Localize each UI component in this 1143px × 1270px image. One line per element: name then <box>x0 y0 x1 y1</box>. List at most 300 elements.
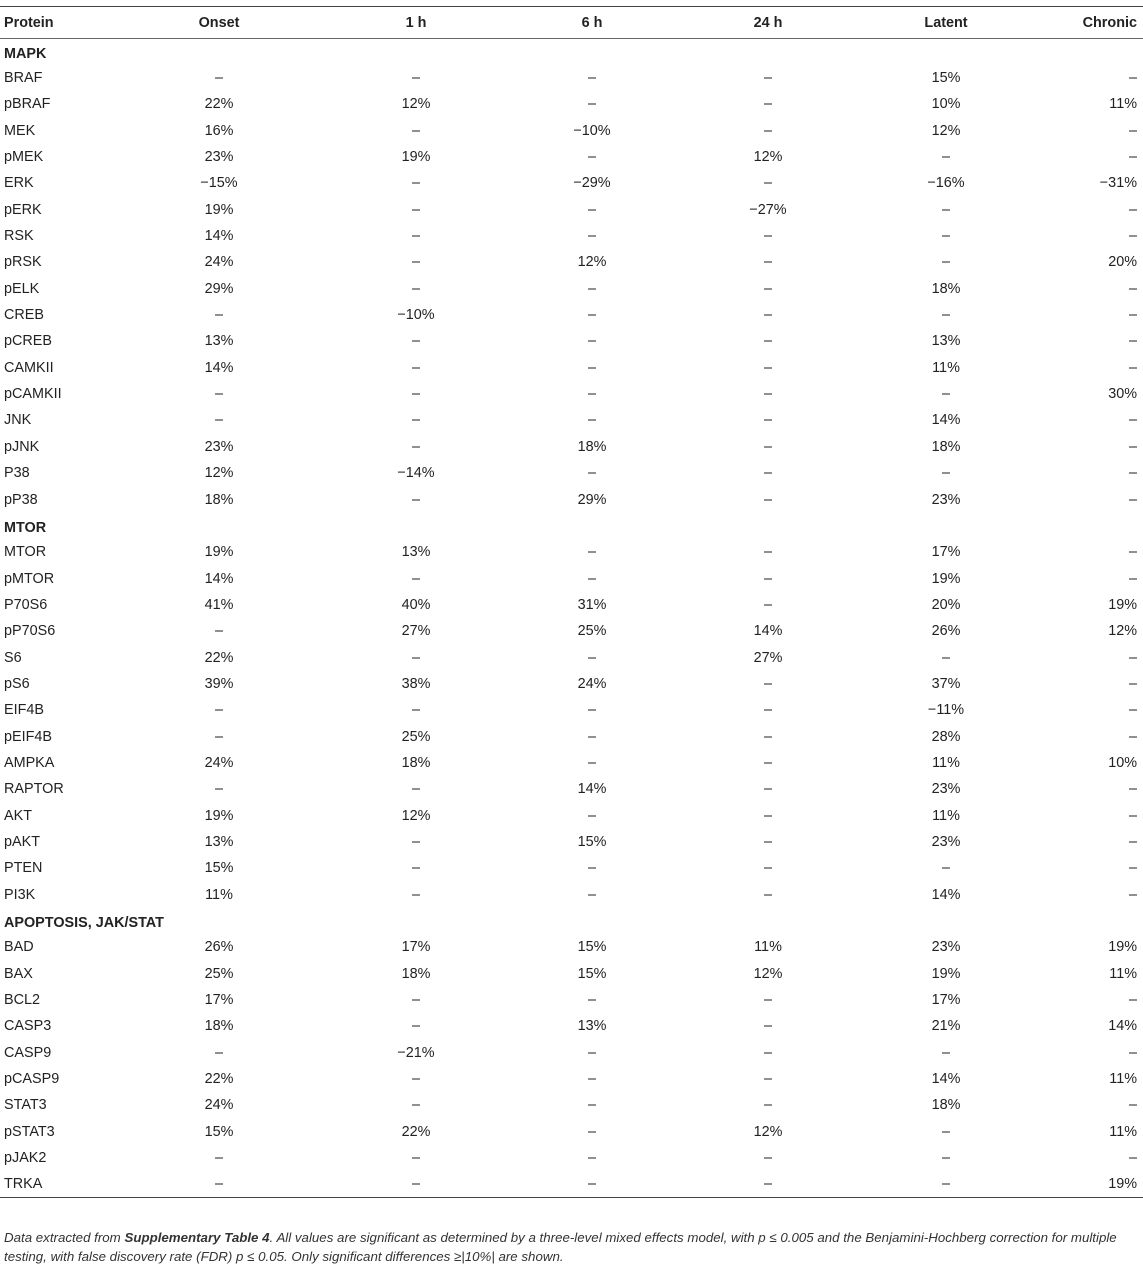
cell-chronic: – <box>1128 992 1137 1009</box>
cell-6h: – <box>587 412 596 429</box>
cell-protein: JNK <box>4 412 32 429</box>
cell-chronic: – <box>1128 833 1137 850</box>
cell-protein: pEIF4B <box>4 728 52 745</box>
table-row <box>0 644 1143 670</box>
cell-6h: – <box>587 228 596 245</box>
group-header-row <box>0 39 1143 65</box>
cell-chronic: – <box>1128 465 1137 482</box>
cell-1h: 38% <box>401 675 431 692</box>
cell-6h: – <box>587 886 596 903</box>
table-row <box>0 197 1143 223</box>
cell-latent: 23% <box>931 781 961 798</box>
cell-1h: – <box>411 201 420 218</box>
cell-chronic: – <box>1128 544 1137 561</box>
cell-1h: −21% <box>397 1044 435 1061</box>
cell-latent: – <box>941 254 950 271</box>
cell-protein: pELK <box>4 280 40 297</box>
cell-latent: – <box>941 1150 950 1167</box>
cell-protein: pP38 <box>4 491 38 508</box>
cell-protein: pMTOR <box>4 570 55 587</box>
cell-chronic: 11% <box>1109 965 1137 982</box>
cell-latent: 19% <box>931 965 961 982</box>
cell-latent: – <box>941 149 950 166</box>
cell-24h: – <box>763 675 772 692</box>
footnote-prefix: Data extracted from <box>4 1230 125 1245</box>
cell-latent: 10% <box>931 96 961 113</box>
cell-protein: pS6 <box>4 675 30 692</box>
table-row <box>0 328 1143 354</box>
table-row <box>0 434 1143 460</box>
cell-chronic: 19% <box>1108 939 1137 956</box>
cell-onset: 24% <box>204 254 234 271</box>
table-row <box>0 144 1143 170</box>
cell-6h: – <box>504 1171 680 1197</box>
cell-latent: 21% <box>931 1018 961 1035</box>
cell-latent: 23% <box>931 491 961 508</box>
cell-chronic: – <box>1128 491 1137 508</box>
table-row <box>0 1040 1143 1066</box>
table-header <box>0 7 1143 39</box>
cell-6h: – <box>587 1123 596 1140</box>
cell-24h: – <box>763 702 772 719</box>
cell-chronic: – <box>1128 860 1137 877</box>
cell-latent: 14% <box>931 412 961 429</box>
cell-6h: 15% <box>577 965 607 982</box>
cell-chronic: – <box>1128 702 1137 719</box>
cell-24h: – <box>763 1018 772 1035</box>
cell-6h: – <box>587 1097 596 1114</box>
cell-chronic: – <box>1128 649 1137 666</box>
cell-chronic: – <box>1128 1044 1137 1061</box>
col-header-24h: 24 h <box>680 7 856 39</box>
cell-chronic: – <box>1128 359 1137 376</box>
cell-protein: BRAF <box>4 70 43 87</box>
cell-24h: – <box>763 70 772 87</box>
cell-protein: CREB <box>4 307 44 324</box>
cell-chronic: – <box>1128 807 1137 824</box>
cell-6h: −29% <box>573 175 611 192</box>
cell-protein: P70S6 <box>4 596 48 613</box>
cell-latent: 18% <box>931 1097 961 1114</box>
group-header-row <box>0 908 1143 934</box>
cell-chronic: – <box>1128 728 1137 745</box>
cell-24h: – <box>763 1044 772 1061</box>
cell-latent: −11% <box>927 702 965 719</box>
cell-6h: 18% <box>577 438 607 455</box>
table-row <box>0 882 1143 908</box>
cell-onset: – <box>214 702 223 719</box>
cell-1h: 19% <box>401 149 431 166</box>
col-header-protein: Protein <box>0 7 110 39</box>
cell-chronic: – <box>1128 70 1137 87</box>
table-row <box>0 750 1143 776</box>
cell-onset: 19% <box>204 544 234 561</box>
cell-latent: 13% <box>931 333 961 350</box>
table-row <box>0 987 1143 1013</box>
cell-latent: 18% <box>931 438 961 455</box>
cell-onset: −15% <box>200 175 238 192</box>
cell-chronic: – <box>1128 201 1137 218</box>
cell-protein: pJAK2 <box>4 1150 47 1167</box>
cell-latent: 18% <box>931 280 961 297</box>
cell-protein: CAMKII <box>4 359 54 376</box>
cell-chronic: – <box>1128 122 1137 139</box>
table-row <box>0 934 1143 960</box>
cell-6h: 31% <box>577 596 607 613</box>
cell-onset: 24% <box>204 754 234 771</box>
cell-6h: – <box>587 807 596 824</box>
cell-protein: TRKA <box>0 1171 110 1197</box>
cell-6h: – <box>587 1150 596 1167</box>
cell-6h: – <box>587 96 596 113</box>
table-row <box>0 65 1143 91</box>
cell-chronic: 12% <box>1108 623 1137 640</box>
table-row <box>0 618 1143 644</box>
cell-24h: – <box>763 781 772 798</box>
protein-change-table <box>0 6 1143 1198</box>
cell-latent: – <box>941 228 950 245</box>
cell-24h: – <box>763 807 772 824</box>
cell-onset: 14% <box>204 228 234 245</box>
table-row <box>0 723 1143 749</box>
cell-latent: – <box>941 386 950 403</box>
cell-24h: – <box>763 491 772 508</box>
cell-chronic: – <box>1128 228 1137 245</box>
cell-1h: 25% <box>401 728 431 745</box>
table-row <box>0 1171 1143 1197</box>
cell-onset: 15% <box>204 1123 234 1140</box>
table-body <box>0 39 1143 1198</box>
group-header-row <box>0 513 1143 539</box>
col-header-latent: Latent <box>856 7 1036 39</box>
cell-latent: 11% <box>932 807 960 824</box>
cell-latent: 37% <box>931 675 961 692</box>
cell-24h: – <box>763 728 772 745</box>
cell-1h: – <box>411 886 420 903</box>
cell-latent: −16% <box>927 175 965 192</box>
cell-6h: 29% <box>577 491 607 508</box>
cell-1h: – <box>411 228 420 245</box>
cell-protein: BCL2 <box>4 992 40 1009</box>
table-row <box>0 671 1143 697</box>
cell-1h: 12% <box>401 807 431 824</box>
cell-1h: – <box>411 1097 420 1114</box>
cell-latent: 17% <box>931 992 961 1009</box>
cell-6h: – <box>587 333 596 350</box>
cell-1h: – <box>411 438 420 455</box>
cell-protein: RAPTOR <box>4 781 64 798</box>
cell-chronic: – <box>1128 333 1137 350</box>
cell-onset: 12% <box>204 465 234 482</box>
cell-24h: – <box>763 596 772 613</box>
footnote-reference: Supplementary Table 4 <box>124 1230 270 1245</box>
table-row <box>0 302 1143 328</box>
cell-6h: – <box>587 70 596 87</box>
col-header-6h: 6 h <box>504 7 680 39</box>
cell-24h: 12% <box>753 965 783 982</box>
cell-1h: – <box>411 570 420 587</box>
table-row <box>0 592 1143 618</box>
cell-1h: – <box>411 386 420 403</box>
table-row <box>0 776 1143 802</box>
header-row <box>0 7 1143 39</box>
cell-latent: 28% <box>931 728 961 745</box>
cell-1h: – <box>328 1171 504 1197</box>
cell-6h: – <box>587 280 596 297</box>
cell-6h: – <box>587 359 596 376</box>
cell-protein: pSTAT3 <box>4 1123 55 1140</box>
cell-chronic: – <box>1128 675 1137 692</box>
cell-onset: – <box>214 307 223 324</box>
cell-chronic: – <box>1128 570 1137 587</box>
cell-chronic: −31% <box>1099 175 1137 192</box>
cell-onset: 26% <box>204 939 234 956</box>
cell-1h: – <box>411 491 420 508</box>
cell-6h: – <box>587 307 596 324</box>
cell-onset: 22% <box>204 649 234 666</box>
cell-protein: BAX <box>4 965 33 982</box>
cell-onset: 19% <box>204 807 234 824</box>
cell-protein: EIF4B <box>4 702 44 719</box>
cell-1h: – <box>411 1071 420 1088</box>
cell-24h: – <box>763 307 772 324</box>
cell-24h: – <box>763 886 772 903</box>
cell-onset: 18% <box>204 491 234 508</box>
cell-chronic: – <box>1128 1097 1137 1114</box>
cell-chronic: – <box>1128 307 1137 324</box>
cell-chronic: – <box>1128 886 1137 903</box>
cell-6h: – <box>587 1071 596 1088</box>
cell-6h: – <box>587 702 596 719</box>
cell-chronic: 19% <box>1108 596 1137 613</box>
table-row <box>0 802 1143 828</box>
cell-24h: – <box>763 833 772 850</box>
cell-chronic: 11% <box>1109 1123 1137 1140</box>
cell-6h: – <box>587 386 596 403</box>
table-row <box>0 1013 1143 1039</box>
cell-latent: – <box>941 860 950 877</box>
cell-6h: – <box>587 649 596 666</box>
cell-1h: 17% <box>401 939 431 956</box>
cell-24h: 14% <box>753 623 783 640</box>
cell-onset: 22% <box>204 1071 234 1088</box>
cell-protein: BAD <box>4 939 34 956</box>
cell-protein: P38 <box>4 465 30 482</box>
cell-protein: CASP3 <box>4 1018 52 1035</box>
cell-onset: – <box>214 412 223 429</box>
cell-chronic: 30% <box>1108 386 1137 403</box>
cell-protein: pRSK <box>4 254 42 271</box>
cell-24h: – <box>763 992 772 1009</box>
cell-latent: – <box>941 1044 950 1061</box>
table-row <box>0 1119 1143 1145</box>
cell-onset: 15% <box>204 860 234 877</box>
cell-24h: −27% <box>749 201 787 218</box>
cell-1h: – <box>411 649 420 666</box>
cell-latent: – <box>856 1171 1036 1197</box>
table-row <box>0 539 1143 565</box>
cell-1h: 12% <box>401 96 431 113</box>
table-row <box>0 249 1143 275</box>
cell-onset: – <box>214 1044 223 1061</box>
cell-protein: pBRAF <box>4 96 51 113</box>
cell-protein: pP70S6 <box>4 623 56 640</box>
cell-24h: – <box>763 412 772 429</box>
cell-24h: – <box>763 1150 772 1167</box>
table-row <box>0 961 1143 987</box>
cell-latent: 15% <box>931 70 961 87</box>
cell-latent: – <box>941 649 950 666</box>
cell-chronic: – <box>1128 781 1137 798</box>
cell-24h: – <box>763 333 772 350</box>
cell-onset: 14% <box>204 570 234 587</box>
cell-6h: – <box>587 544 596 561</box>
cell-24h: – <box>763 438 772 455</box>
cell-onset: 13% <box>204 333 234 350</box>
cell-chronic: – <box>1128 412 1137 429</box>
cell-1h: 13% <box>401 544 431 561</box>
cell-1h: – <box>411 702 420 719</box>
cell-latent: 23% <box>931 939 961 956</box>
cell-chronic: 10% <box>1108 754 1137 771</box>
cell-6h: – <box>587 570 596 587</box>
cell-1h: – <box>411 122 420 139</box>
cell-1h: – <box>411 412 420 429</box>
cell-24h: – <box>763 860 772 877</box>
cell-onset: 14% <box>204 359 234 376</box>
cell-1h: – <box>411 333 420 350</box>
cell-chronic: – <box>1128 280 1137 297</box>
cell-protein: PI3K <box>4 886 36 903</box>
cell-onset: 23% <box>204 149 234 166</box>
cell-1h: −14% <box>397 465 435 482</box>
cell-chronic: – <box>1128 149 1137 166</box>
cell-24h: – <box>763 386 772 403</box>
cell-1h: – <box>411 254 420 271</box>
table-row <box>0 829 1143 855</box>
cell-6h: – <box>587 754 596 771</box>
cell-latent: – <box>941 465 950 482</box>
cell-24h: – <box>763 175 772 192</box>
cell-protein: S6 <box>4 649 22 666</box>
cell-protein: CASP9 <box>4 1044 52 1061</box>
cell-6h: – <box>587 992 596 1009</box>
table-row <box>0 118 1143 144</box>
group-title: MTOR <box>4 519 47 536</box>
cell-protein: MEK <box>4 122 36 139</box>
group-title: APOPTOSIS, JAK/STAT <box>4 915 164 932</box>
cell-chronic: – <box>1128 438 1137 455</box>
cell-24h: – <box>763 1071 772 1088</box>
cell-1h: – <box>411 781 420 798</box>
cell-protein: MTOR <box>4 544 47 561</box>
col-header-onset: Onset <box>110 7 328 39</box>
cell-onset: 39% <box>204 675 234 692</box>
cell-1h: – <box>411 833 420 850</box>
cell-24h: – <box>763 122 772 139</box>
cell-onset: – <box>214 386 223 403</box>
cell-protein: pCREB <box>4 333 52 350</box>
cell-onset: 13% <box>204 833 234 850</box>
cell-onset: 41% <box>204 596 234 613</box>
cell-protein: pMEK <box>4 149 44 166</box>
cell-latent: 11% <box>932 754 960 771</box>
cell-onset: – <box>214 781 223 798</box>
cell-onset: 16% <box>204 122 234 139</box>
cell-6h: 14% <box>577 781 607 798</box>
cell-6h: 25% <box>577 623 607 640</box>
cell-protein: RSK <box>4 228 34 245</box>
cell-latent: 14% <box>931 1071 961 1088</box>
table-row <box>0 460 1143 486</box>
table-row <box>0 1066 1143 1092</box>
cell-24h: – <box>763 465 772 482</box>
cell-protein: STAT3 <box>4 1097 47 1114</box>
cell-onset: 22% <box>204 96 234 113</box>
cell-latent: 20% <box>931 596 961 613</box>
table-row <box>0 223 1143 249</box>
cell-onset: 29% <box>204 280 234 297</box>
cell-1h: – <box>411 70 420 87</box>
cell-protein: AMPKA <box>4 754 55 771</box>
col-header-chronic: Chronic <box>1036 7 1143 39</box>
cell-latent: 26% <box>931 623 961 640</box>
cell-1h: 18% <box>401 754 431 771</box>
cell-latent: 19% <box>931 570 961 587</box>
cell-24h: – <box>763 1097 772 1114</box>
cell-24h: – <box>763 280 772 297</box>
table-row <box>0 407 1143 433</box>
cell-onset: 18% <box>204 1018 234 1035</box>
cell-24h: – <box>763 359 772 376</box>
group-title: MAPK <box>4 45 47 62</box>
cell-1h: – <box>411 1018 420 1035</box>
cell-6h: 15% <box>577 939 607 956</box>
table-row <box>0 855 1143 881</box>
cell-24h: – <box>763 754 772 771</box>
cell-onset: 17% <box>204 992 234 1009</box>
cell-6h: 12% <box>577 254 607 271</box>
table-footnote <box>4 1228 1138 1266</box>
cell-onset: 19% <box>204 201 234 218</box>
cell-24h: – <box>680 1171 856 1197</box>
cell-latent: 14% <box>931 886 961 903</box>
table-row <box>0 697 1143 723</box>
table-row <box>0 1145 1143 1171</box>
table-row <box>0 276 1143 302</box>
cell-onset: 25% <box>204 965 234 982</box>
cell-1h: – <box>411 280 420 297</box>
cell-24h: – <box>763 228 772 245</box>
cell-latent: 17% <box>931 544 961 561</box>
cell-6h: −10% <box>573 122 611 139</box>
cell-protein: pCASP9 <box>4 1071 60 1088</box>
cell-onset: 23% <box>204 438 234 455</box>
col-header-1h: 1 h <box>328 7 504 39</box>
cell-24h: 27% <box>753 649 783 666</box>
cell-chronic: 11% <box>1109 1071 1137 1088</box>
cell-24h: – <box>763 570 772 587</box>
cell-protein: PTEN <box>4 860 43 877</box>
cell-1h: – <box>411 992 420 1009</box>
cell-onset: – <box>214 1150 223 1167</box>
cell-1h: – <box>411 1150 420 1167</box>
cell-onset: – <box>110 1171 328 1197</box>
cell-protein: pAKT <box>4 833 40 850</box>
cell-latent: 11% <box>932 359 960 376</box>
cell-chronic: 14% <box>1108 1018 1137 1035</box>
cell-6h: – <box>587 465 596 482</box>
